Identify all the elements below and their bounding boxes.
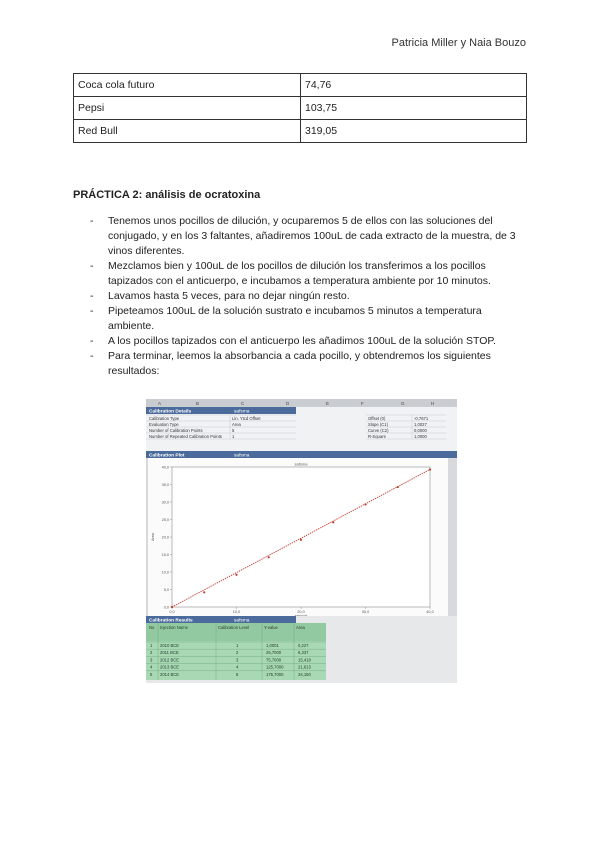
results-cell-y: 175,7000: [266, 671, 284, 677]
calibration-point: [332, 521, 334, 523]
step-text: Tenemos unos pocillos de dilución, y ocuparemos 5 de ellos con las soluciones del conjugado, y en los 3 faltantes, añadiremos 100uL de cada extracto de la muestra, de 3 vinos diferentes.: [108, 215, 516, 257]
column-header-e: E: [326, 401, 330, 406]
results-cell-no: 3: [150, 657, 153, 663]
results-cell-name: 2014 BCE: [160, 671, 180, 677]
table-cell-value: 319,05: [301, 120, 527, 143]
table-row: [74, 120, 527, 143]
step-text: Lavamos hasta 5 veces, para no dejar ningún resto.: [108, 290, 350, 302]
stats-value: 1,0000: [414, 434, 427, 439]
y-tick-label: 25,0: [161, 518, 169, 522]
list-item: [86, 289, 526, 304]
results-header: Injection Name: [160, 625, 188, 630]
results-header: Calibration Level: [218, 625, 250, 630]
calibration-point: [171, 606, 173, 608]
results-cell-name: 2012 BCE: [160, 657, 180, 663]
column-header-h: H: [431, 401, 435, 406]
results-cell-level: 1: [236, 643, 239, 648]
plot-sheet-name: safsma: [234, 453, 250, 459]
y-tick-label: 35,0: [161, 483, 169, 487]
table-cell-name: Red Bull: [74, 120, 301, 143]
x-tick-label: 30,0: [361, 610, 370, 614]
table-row: [74, 97, 527, 120]
results-cell-no: 2: [150, 650, 153, 656]
stats-label: Curve (C2): [368, 428, 389, 433]
stats-label: R-Square: [368, 434, 386, 439]
calibration-point: [300, 539, 302, 541]
results-header: Y-value: [264, 625, 278, 630]
results-title: Calibration Results: [149, 618, 193, 624]
results-cell-y: 75,7000: [266, 657, 282, 663]
results-cell-level: 5: [236, 671, 239, 677]
x-tick-label: 40,0: [426, 610, 434, 614]
results-cell-area: 6,337: [298, 650, 309, 656]
column-header-d: D: [286, 401, 290, 406]
results-cell-level: 4: [236, 664, 239, 670]
results-cell-name: 2013 BCE: [160, 664, 180, 670]
column-header-b: B: [196, 401, 200, 406]
results-cell-name: 2010 BCE: [160, 643, 180, 648]
step-text: A los pocillos tapizados con el anticuerpo les añadimos 100uL de la solución STOP.: [108, 335, 496, 347]
plot-title-bar: [146, 451, 457, 458]
table-cell-value: 103,75: [301, 97, 527, 120]
plot-title: Calibration Plot: [149, 453, 185, 459]
step-text: Pipeteamos 100uL de la solución sustrato e incubamos 5 minutos a temperatura ambiente.: [108, 305, 482, 332]
table-cell-name: Pepsi: [74, 97, 301, 120]
calibration-point: [364, 503, 366, 505]
details-label: Calibration Type: [149, 416, 180, 421]
stats-value: -0,7671: [414, 416, 429, 421]
results-cell-y: 25,7000: [266, 650, 282, 656]
details-value: 5: [232, 428, 235, 433]
list-item: [86, 334, 526, 349]
dash-bullet-icon: -: [90, 260, 94, 272]
results-sheet-name: safsma: [234, 618, 250, 624]
procedure-steps-list: [86, 214, 526, 379]
dash-bullet-icon: -: [90, 350, 94, 362]
stats-label: Offset (0): [368, 416, 386, 421]
column-header-g: G: [401, 401, 405, 406]
y-tick-label: 5,0: [163, 588, 169, 592]
list-item: [86, 304, 526, 334]
results-header: No: [149, 625, 155, 630]
results-table: [73, 73, 527, 143]
step-text: Para terminar, leemos la absorbancia a cada pocillo, y obtendremos los siguientes resultados:: [108, 350, 491, 377]
results-cell-area: 15,418: [298, 657, 311, 663]
spreadsheet-svg: [146, 399, 457, 683]
details-value: Lin. Ytcd Offset: [232, 416, 261, 421]
results-cell-y: 125,7000: [266, 664, 284, 670]
column-header-f: F: [361, 401, 364, 406]
chart-title: safsma: [294, 461, 308, 467]
column-header-bar: [146, 399, 457, 407]
x-tick-label: 0,0: [169, 610, 175, 614]
calibration-point: [235, 574, 237, 576]
step-text: Mezclamos bien y 100uL de los pocillos de dilución los transferimos a los pocillos tapizados con el anticuerpo, e incubamos a temperatura ambiente por 10 minutos.: [108, 260, 491, 287]
list-item: [86, 259, 526, 289]
dash-bullet-icon: -: [90, 335, 94, 347]
results-cell-name: 2011 BCE: [160, 650, 179, 656]
y-axis-label: Area: [151, 532, 155, 542]
stats-value: 1,0027: [414, 422, 427, 427]
x-tick-label: 10,0: [232, 610, 241, 614]
table-cell-value: 74,76: [301, 74, 527, 97]
spreadsheet-photo: [146, 399, 457, 683]
column-header-a: A: [158, 401, 162, 406]
details-value: Area: [232, 422, 241, 427]
results-cell-level: 3: [236, 657, 239, 663]
details-title: Calibration Details: [149, 409, 192, 415]
stats-label: Slope (C1): [368, 422, 389, 427]
calibration-chart: [151, 462, 434, 619]
details-label: Number of Repeated Calibration Points: [149, 434, 222, 439]
results-cell-no: 4: [150, 664, 153, 670]
x-tick-label: 20,0: [297, 610, 305, 614]
results-cell-area: 0,227: [298, 643, 309, 648]
calibration-point: [397, 486, 399, 488]
dash-bullet-icon: -: [90, 215, 94, 227]
dash-bullet-icon: -: [90, 305, 94, 317]
calibration-point: [268, 556, 270, 558]
results-cell-area: 21,613: [298, 664, 311, 670]
results-cell-level: 2: [236, 650, 239, 656]
results-rows: [146, 642, 326, 677]
y-tick-label: 40,0: [161, 465, 169, 470]
page-header-authors: Patricia Miller y Naia Bouzo: [391, 37, 526, 49]
table-row: [74, 74, 527, 97]
column-header-c: C: [241, 401, 245, 406]
results-cell-no: 5: [150, 671, 153, 677]
y-tick-label: 0,0: [163, 605, 169, 610]
y-tick-label: 30,0: [161, 500, 169, 505]
results-cell-area: 34,150: [298, 671, 311, 677]
calibration-point: [203, 591, 205, 593]
results-cell-y: 1,0001: [266, 643, 279, 648]
y-tick-label: 20,0: [161, 535, 169, 540]
table-cell-name: Coca cola futuro: [74, 74, 301, 97]
stats-value: 0,0000: [414, 428, 427, 433]
list-item: [86, 214, 526, 259]
y-tick-label: 10,0: [161, 570, 169, 575]
section-title: PRÁCTICA 2: análisis de ocratoxina: [73, 189, 261, 201]
dash-bullet-icon: -: [90, 290, 94, 302]
details-label: Evaluation Type: [149, 422, 179, 427]
details-value: 1: [232, 434, 235, 439]
results-header: Area: [296, 625, 305, 630]
list-item: [86, 349, 526, 379]
calibration-point: [429, 468, 431, 470]
details-label: Number of Calibration Points: [149, 428, 203, 433]
results-cell-no: 1: [150, 643, 153, 648]
details-sheet-name: safsma: [234, 409, 250, 415]
y-tick-label: 15,0: [161, 553, 169, 557]
